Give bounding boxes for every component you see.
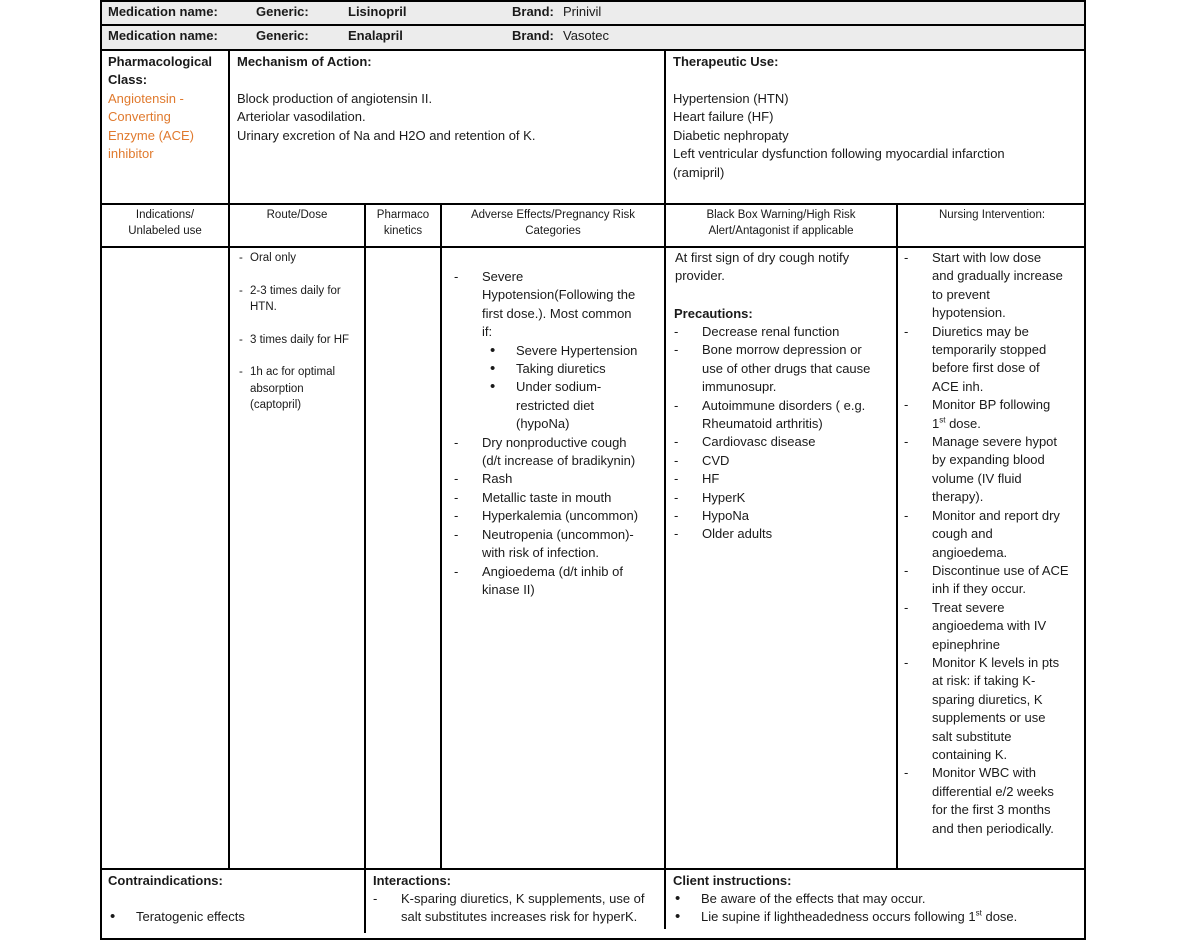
nursing-item-text: Monitor K levels in pts xyxy=(932,654,1060,670)
contraindications-list xyxy=(108,908,245,926)
nursing-item xyxy=(904,764,1084,838)
precautions-label: Precautions: xyxy=(674,306,753,321)
brand-label-2: Brand: xyxy=(512,28,554,43)
pharm-class-line-text: inhibitor xyxy=(108,146,154,162)
generic-label-1: Generic: xyxy=(256,4,309,19)
nursing-item xyxy=(904,654,1084,764)
client-instruction-item xyxy=(673,908,1083,926)
nursing-item-text: supplements or use xyxy=(932,710,1046,726)
client-instruction-item-text: Lie supine if lightheadedness occurs following 1st dose. xyxy=(701,909,1018,925)
moa-lines xyxy=(237,90,535,145)
adverse-item-text: with risk of infection. xyxy=(482,545,600,561)
precaution-item-text: HyperK xyxy=(702,489,746,505)
precaution-item-text: Decrease renal function xyxy=(702,324,840,339)
pharm-class-line xyxy=(108,90,194,108)
precaution-item-text: Autoimmune disorders ( e.g. xyxy=(702,397,866,413)
nursing-item-text: differential e/2 weeks xyxy=(932,783,1054,799)
therapeutic-line-text: Heart failure (HF) xyxy=(673,109,774,125)
generic-label-2: Generic: xyxy=(256,28,309,43)
therapeutic-line xyxy=(673,145,1005,163)
col-header-line: Unlabeled use xyxy=(128,225,202,237)
col-header-line: Indications/ xyxy=(135,209,195,221)
nursing-item-text: and then periodically. xyxy=(932,820,1054,836)
moa-line xyxy=(237,90,535,108)
adverse-item xyxy=(454,268,660,342)
nursing-interventions-list xyxy=(904,249,1084,838)
therapeutic-line-text: Left ventricular dysfunction following myocardial infarction xyxy=(673,146,1005,162)
nursing-item-text: by expanding blood xyxy=(932,452,1045,468)
nursing-item xyxy=(904,323,1084,397)
nursing-item-text: Discontinue use of ACE xyxy=(932,562,1069,578)
therapeutic-lines xyxy=(673,90,1005,182)
route-item-text: HTN. xyxy=(250,301,277,313)
nursing-item xyxy=(904,562,1084,599)
col-header-line: Pharmaco xyxy=(376,209,430,221)
adverse-subitem-text: restricted diet xyxy=(516,397,595,413)
adverse-item xyxy=(454,489,660,507)
col-header-line: Alert/Antagonist if applicable xyxy=(708,225,854,237)
therapeutic-line-text: (ramipril) xyxy=(673,164,725,180)
nursing-item-text: temporarily stopped xyxy=(932,342,1047,358)
nursing-item-text: and gradually increase xyxy=(932,268,1063,284)
route-item-text: 3 times daily for HF xyxy=(250,333,350,346)
therapeutic-line xyxy=(673,127,1005,145)
client-instructions-label: Client instructions: xyxy=(673,873,792,888)
col-header-line: Adverse Effects/Pregnancy Risk xyxy=(470,209,636,221)
precaution-item-text: immunosupr. xyxy=(702,379,777,395)
nursing-item-text: to prevent xyxy=(932,286,990,302)
adverse-item-text: Severe xyxy=(482,269,524,284)
adverse-item xyxy=(454,470,660,488)
nursing-item-text: Monitor WBC with xyxy=(932,765,1037,781)
interactions-list xyxy=(373,890,663,927)
adverse-item xyxy=(454,434,660,471)
interactions-label: Interactions: xyxy=(373,873,452,888)
adverse-effects-list xyxy=(454,268,660,599)
nursing-item-text: Start with low dose xyxy=(932,250,1042,265)
route-item xyxy=(236,332,362,349)
col-header-pharmacokinetics xyxy=(366,207,440,239)
med-name-label-2: Medication name: xyxy=(108,28,218,43)
adverse-item-text: (d/t increase of bradikynin) xyxy=(482,453,636,469)
nursing-item xyxy=(904,507,1084,562)
col-header-nursing: Nursing Intervention: xyxy=(938,209,1046,221)
nursing-item-text: Diuretics may be xyxy=(932,323,1029,339)
pharm-class-line-text: Converting xyxy=(108,109,171,125)
col-header-black-box xyxy=(666,207,896,239)
therapeutic-label: Therapeutic Use: xyxy=(673,54,779,69)
moa-line-text: Urinary excretion of Na and H2O and retention of K. xyxy=(237,127,536,143)
moa-line-text: Block production of angiotensin II. xyxy=(237,91,433,106)
client-instructions-list xyxy=(673,890,1083,927)
nursing-item-text: cough and xyxy=(932,526,993,542)
precaution-item-text: CVD xyxy=(702,452,730,468)
nursing-item-text: before first dose of xyxy=(932,360,1040,376)
precaution-item-text: Cardiovasc disease xyxy=(702,434,816,450)
therapeutic-line xyxy=(673,164,1005,182)
nursing-item-text: at risk: if taking K- xyxy=(932,673,1036,689)
adverse-subitem-text: Severe Hypertension xyxy=(516,342,638,358)
col-header-route: Route/Dose xyxy=(266,209,328,221)
nursing-item-text: containing K. xyxy=(932,746,1008,762)
precaution-item xyxy=(674,323,892,341)
precaution-item-text: Rheumatoid arthritis) xyxy=(702,416,823,432)
adverse-subitem-text: Taking diuretics xyxy=(516,361,606,377)
interaction-item-text: K-sparing diuretics, K supplements, use of xyxy=(401,891,645,906)
adverse-item-text: Angioedema (d/t inhib of xyxy=(482,563,623,579)
nursing-item-text: hypotension. xyxy=(932,305,1006,321)
adverse-item-text: first dose.). Most common xyxy=(482,305,632,321)
nursing-item-text: salt substitute xyxy=(932,728,1012,744)
route-item-text: 2-3 times daily for xyxy=(250,284,341,297)
precaution-item xyxy=(674,433,892,451)
route-item-text: Oral only xyxy=(250,252,297,264)
therapeutic-line xyxy=(673,108,1005,126)
route-dose-list xyxy=(236,250,362,430)
precaution-item-text: HypoNa xyxy=(702,508,749,524)
nursing-item-text: angioedema. xyxy=(932,544,1008,560)
pharm-class-value xyxy=(108,90,194,164)
nursing-item xyxy=(904,249,1084,323)
nursing-item-text: ACE inh. xyxy=(932,378,984,394)
nursing-item-text: therapy). xyxy=(932,489,984,505)
brand-name-1: Prinivil xyxy=(563,4,602,19)
adverse-item-text: kinase II) xyxy=(482,581,535,597)
black-box-intro-line: At first sign of dry cough notify xyxy=(675,250,850,265)
col-header-adverse-effects xyxy=(442,207,664,239)
route-item-text: 1h ac for optimal xyxy=(250,366,336,378)
nursing-item-text: inh if they occur. xyxy=(932,581,1026,597)
adverse-item-text: Rash xyxy=(482,471,513,487)
nursing-item-text: angioedema with IV xyxy=(932,618,1047,634)
nursing-item-text: Monitor BP following xyxy=(932,397,1051,413)
nursing-item-text: Monitor and report dry xyxy=(932,507,1060,523)
nursing-item xyxy=(904,599,1084,654)
moa-line xyxy=(237,127,535,145)
therapeutic-line-text: Diabetic nephropaty xyxy=(673,127,789,143)
adverse-subitem xyxy=(454,342,660,360)
adverse-item xyxy=(454,526,660,563)
col-header-line: kinetics xyxy=(383,225,423,237)
therapeutic-line xyxy=(673,90,1005,108)
contraindication-item-text: Teratogenic effects xyxy=(136,909,245,924)
nursing-item-text: sparing diuretics, K xyxy=(932,691,1043,707)
adverse-item xyxy=(454,507,660,525)
nursing-item-text: 1st dose. xyxy=(932,415,981,431)
adverse-subitem xyxy=(454,378,660,433)
therapeutic-line-text: Hypertension (HTN) xyxy=(673,91,789,106)
precaution-item xyxy=(674,507,892,525)
adverse-item-text: Neutropenia (uncommon)- xyxy=(482,526,634,542)
route-item xyxy=(236,283,362,316)
contraindications-label: Contraindications: xyxy=(108,873,223,888)
generic-name-2: Enalapril xyxy=(348,28,403,43)
brand-label-1: Brand: xyxy=(512,4,554,19)
interaction-item-text: salt substitutes increases risk for hyperK. xyxy=(401,909,638,925)
adverse-subitem xyxy=(454,360,660,378)
adverse-subitem-text: (hypoNa) xyxy=(516,416,570,432)
precaution-item-text: use of other drugs that cause xyxy=(702,360,871,376)
route-item xyxy=(236,250,362,267)
moa-label: Mechanism of Action: xyxy=(237,54,372,69)
precaution-item xyxy=(674,452,892,470)
black-box-intro-line: provider. xyxy=(675,268,725,284)
precaution-item-text: HF xyxy=(702,471,720,487)
pharm-class-label: Pharmacological Class: xyxy=(108,54,213,87)
nursing-item xyxy=(904,396,1084,433)
adverse-subitem-text: Under sodium- xyxy=(516,379,602,395)
precaution-item xyxy=(674,341,892,396)
adverse-item xyxy=(454,563,660,600)
precaution-item xyxy=(674,470,892,488)
precaution-item xyxy=(674,397,892,434)
nursing-item-text: for the first 3 months xyxy=(932,802,1051,818)
adverse-item-text: Dry nonproductive cough xyxy=(482,434,627,450)
moa-line xyxy=(237,108,535,126)
pharm-class-line-text: Enzyme (ACE) xyxy=(108,127,194,143)
moa-line-text: Arteriolar vasodilation. xyxy=(237,109,366,125)
precaution-item xyxy=(674,525,892,543)
route-item-text: (captopril) xyxy=(250,399,302,411)
nursing-item-text: volume (IV fluid xyxy=(932,470,1022,486)
adverse-item-text: if: xyxy=(482,324,493,340)
nursing-item-text: Manage severe hypot xyxy=(932,434,1058,450)
route-item-text: absorption xyxy=(250,382,304,395)
generic-name-1: Lisinopril xyxy=(348,4,407,19)
pharm-class-line-text: Angiotensin - xyxy=(108,91,184,106)
contraindication-item xyxy=(108,908,245,926)
pharm-class-line xyxy=(108,145,194,163)
interaction-item xyxy=(373,890,663,927)
precautions-list xyxy=(674,323,892,544)
nursing-item xyxy=(904,433,1084,507)
precaution-item-text: Older adults xyxy=(702,526,773,542)
precaution-item xyxy=(674,489,892,507)
adverse-item-text: Hypotension(Following the xyxy=(482,287,636,303)
col-header-line: Black Box Warning/High Risk xyxy=(706,209,856,221)
med-name-label-1: Medication name: xyxy=(108,4,218,19)
pharm-class-line xyxy=(108,127,194,145)
client-instruction-item xyxy=(673,890,1083,908)
client-instruction-item-text: Be aware of the effects that may occur. xyxy=(701,891,926,906)
nursing-item-text: epinephrine xyxy=(932,636,1000,652)
pharm-class-line xyxy=(108,108,194,126)
precaution-item-text: Bone morrow depression or xyxy=(702,342,862,358)
brand-name-2: Vasotec xyxy=(563,28,610,43)
col-header-indications xyxy=(102,207,228,239)
nursing-item-text: Treat severe xyxy=(932,599,1005,615)
adverse-item-text: Hyperkalemia (uncommon) xyxy=(482,508,639,524)
adverse-item-text: Metallic taste in mouth xyxy=(482,489,612,505)
black-box-intro xyxy=(675,249,849,286)
route-item xyxy=(236,364,362,414)
col-header-line: Categories xyxy=(525,225,581,237)
